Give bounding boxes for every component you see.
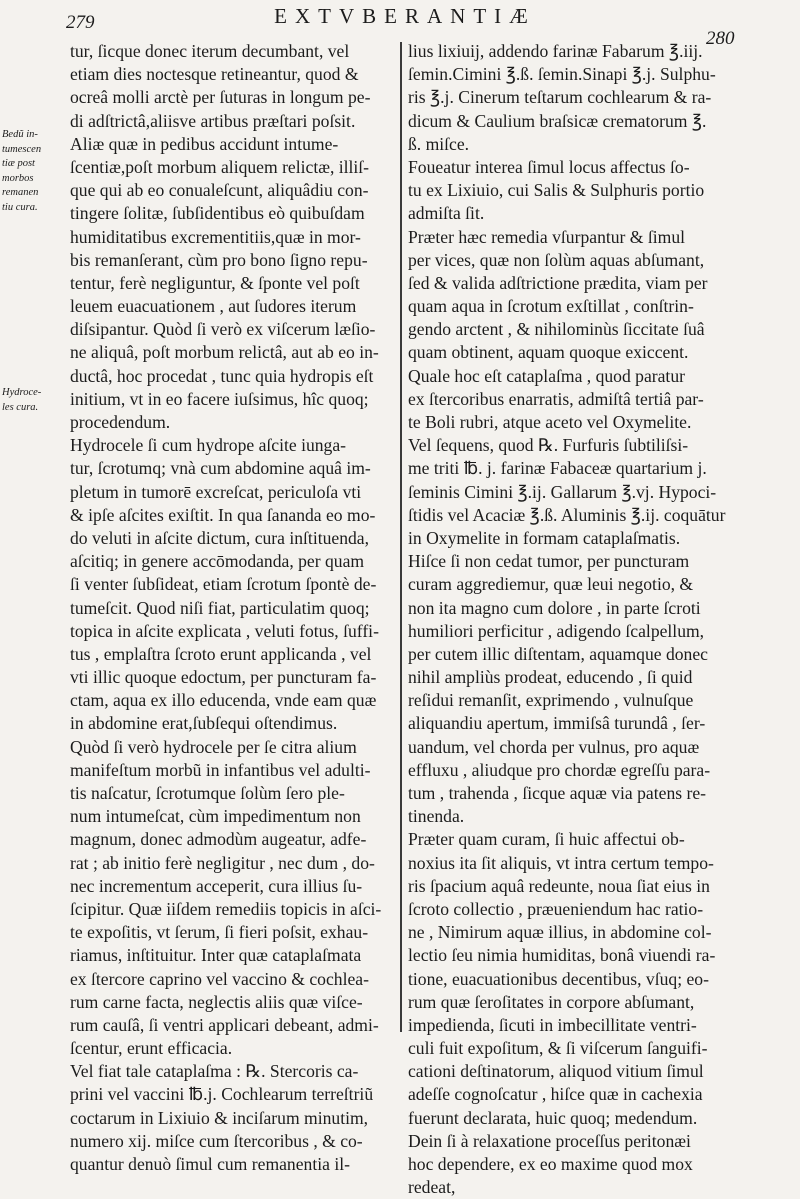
text-line: ß. miſce.	[408, 133, 470, 154]
text-line: curam aggrediemur, quæ leui negotio, &	[408, 574, 694, 595]
text-line: ex ſtercoribus enarratis, admiſtâ tertiâ par-	[408, 388, 704, 409]
text-line: effluxu , aliudque pro chordæ egreſſu para-	[408, 759, 711, 780]
text-line: rat ; ab initio ferè negligitur , nec dum , do-	[70, 852, 375, 873]
text-line: etiam dies noctesque retineantur, quod &	[70, 64, 359, 85]
text-line: leuem euacuationem , aut ſudores iterum	[70, 296, 357, 317]
right-text-column	[408, 40, 726, 1199]
text-line: Hiſce ſi non cedat tumor, per puncturam	[408, 551, 690, 572]
text-line: manifeſtum morbũ in infantibus vel adulti-	[70, 759, 371, 780]
text-line: numero xij. miſce cum ſtercoribus , & co-	[70, 1130, 363, 1151]
running-head: EXTVBERANTIÆ	[274, 4, 536, 28]
margin-note-line: Hydroce-	[2, 387, 42, 398]
text-line: Præter hæc remedia vſurpantur & ſimul	[408, 226, 686, 247]
text-line: aliquandiu apertum, immiſsâ turundâ , ſer-	[408, 713, 706, 734]
text-line: Foueatur interea ſimul locus affectus ſo-	[408, 156, 690, 177]
text-line: diſsipantur. Quòd ſi verò ex viſcerum læſio-	[70, 319, 376, 340]
text-line: admiſta ſit.	[408, 203, 485, 224]
text-line: topica in aſcite explicata , veluti fotus, ſuffi-	[70, 620, 379, 641]
text-line: tione, euacuationibus decentibus, vſuq; eo-	[408, 968, 709, 989]
text-line: tentur, ferè negliguntur, & ſponte vel poſt	[70, 272, 360, 293]
text-line: Dein ſi à relaxatione proceſſus peritonæi	[408, 1130, 691, 1151]
text-line: tu ex Lixiuio, cui Salis & Sulphuris portio	[408, 180, 705, 201]
text-line: quam aqua in ſcrotum exſtillat , conſtrin-	[408, 296, 694, 317]
text-line: noxius ita ſit aliquis, vt intra certum tempo-	[408, 852, 714, 873]
text-line: adeſſe cognoſcatur , hiſce quæ in cachexia	[408, 1084, 703, 1105]
text-line: gendo arctent , & nihilominùs ſiccitate ſuâ	[408, 319, 705, 340]
text-line: nihil ampliùs prodeat, educendo , ſi quid	[408, 667, 693, 688]
text-line: Præter quam curam, ſi huic affectui ob-	[408, 829, 685, 850]
text-line: tingere ſolitæ, ſubſidentibus eò quibuſdam	[70, 203, 365, 224]
text-line: ſeminis Cimini ℥.ij. Gallarum ℥.vj. Hypoci-	[408, 481, 717, 502]
text-line: dicum & Caulium braſsicæ crematorum ℥.	[408, 110, 707, 131]
left-text-column	[70, 40, 392, 1176]
text-line: redeat,	[408, 1177, 456, 1198]
text-line: ſemin.Cimini ℥.ß. ſemin.Sinapi ℥.j. Sulphu-	[408, 64, 716, 85]
text-line: per vices, quæ non ſolùm aquas abſumant,	[408, 249, 705, 270]
text-line: te Boli rubri, atque aceto vel Oxymelite.	[408, 412, 692, 432]
text-line: in Oxymelite in formam cataplaſmatis.	[408, 527, 681, 548]
text-line: in abdomine erat,ſubſequi oſtendimus.	[70, 713, 338, 734]
text-line: ocreâ molli arctè per ſuturas in longum pe-	[70, 87, 371, 108]
margin-note-line: tiæ post	[2, 158, 35, 169]
text-line: bis remanſerant, cùm pro bono ſigno repu-	[70, 249, 368, 270]
text-line: tis naſcatur, ſcrotumque ſolùm ſero ple-	[70, 783, 345, 803]
margin-note-hydrocele	[2, 386, 68, 415]
text-line: cationi deſtinatorum, aliquod vitium ſimul	[408, 1061, 704, 1082]
margin-note-line: remanen	[2, 187, 39, 198]
text-line: uandum, vel chorda per vulnus, pro aquæ	[408, 736, 700, 757]
text-line: tur, ſcrotumq; vnà cum abdomine aquâ im-	[70, 458, 371, 479]
text-line: initium, vt in eo facere iuſsimus, hîc quoq;	[70, 388, 369, 409]
text-line: do veluti in aſcite dictum, cura inſtituenda,	[70, 527, 370, 548]
text-line: Quòd ſi verò hydrocele per ſe citra alium	[70, 736, 357, 757]
text-line: & ipſe aſcites exiſtit. In qua ſananda eo mo-	[70, 504, 376, 525]
text-line: ne , Nimirum aquæ illius, in abdomine col-	[408, 922, 712, 943]
text-line: quantur denuò ſimul cum remanentia il-	[70, 1154, 350, 1174]
text-line: ne aliquâ, poſt morbum relictâ, aut ab eo in-	[70, 342, 379, 363]
text-line: aſcitiq; in genere accōmodanda, per quam	[70, 551, 365, 572]
text-line: rum carne facta, neglectis aliis quæ viſce-	[70, 991, 363, 1012]
text-line: coctarum in Lixiuio & inciſarum minutim,	[70, 1107, 369, 1128]
text-line: humiliori perficitur , adigendo ſcalpellum,	[408, 620, 705, 641]
text-line: vti illic quoque edoctum, per puncturam fa-	[70, 667, 377, 688]
text-line: procedendum.	[70, 412, 171, 432]
text-line: ductâ, hoc procedat , tunc quia hydropis eſt	[70, 365, 374, 386]
text-line: di adſtrictâ,aliisve artibus præſtari poſsit.	[70, 110, 356, 131]
margin-note-line: tumescen	[2, 143, 42, 155]
text-line: rum quæ ſeroſitates in corpore abſumant,	[408, 991, 695, 1012]
text-line: non ita magno cum dolore , in parte ſcroti	[408, 597, 701, 618]
text-line: riamus, inſtituitur. Inter quæ cataplaſmata	[70, 945, 362, 966]
text-line: te expoſitis, vt ſerum, ſi fieri poſsit, exhau-	[70, 922, 369, 943]
text-line: que qui ab eo conualeſcunt, aliquâdiu con-	[70, 180, 369, 201]
text-line: ex ſtercore caprino vel vaccino & cochlea-	[70, 968, 369, 989]
text-line: lius lixiuij, addendo farinæ Fabarum ℥.iij.	[408, 41, 703, 61]
text-line: prini vel vaccini ℔.j. Cochlearum terreſtriũ	[70, 1084, 374, 1105]
text-line: me triti ℔. j. farinæ Fabaceæ quartarium j.	[408, 458, 707, 479]
text-line: Aliæ quæ in pedibus accidunt intume-	[70, 133, 339, 154]
text-line: ſtidis vel Acaciæ ℥.ß. Aluminis ℥.ij. coquātur	[408, 504, 726, 525]
text-line: quam obtinent, aquam quoque exiccent.	[408, 342, 689, 363]
text-line: tum , trahenda , ſicque aquæ via patens re-	[408, 783, 707, 803]
text-line: ctam, aqua ex illo educenda, vnde eam quæ	[70, 690, 377, 711]
text-line: Vel ſequens, quod ℞. Furfuris ſubtiliſsi-	[408, 435, 689, 456]
page-number-left: 279	[66, 12, 95, 33]
text-line: magnum, donec admodùm augeatur, adfe-	[70, 829, 367, 850]
text-line: tur, ſicque donec iterum decumbant, vel	[70, 41, 350, 61]
text-line: culi fuit expoſitum, & ſi viſcerum ſanguifi-	[408, 1038, 708, 1059]
text-line: ſcipitur. Quæ iiſdem remediis topicis in aſci-	[70, 898, 382, 919]
text-line: tinenda.	[408, 806, 465, 827]
margin-note-line: Bedũ in-	[2, 129, 38, 140]
text-line: tus , emplaſtra ſcroto erunt applicanda , vel	[70, 643, 372, 664]
text-line: ris ſpacium aquâ redeunte, noua ſiat eius in	[408, 875, 710, 896]
text-line: ſcroto collectio , præueniendum hac ratio-	[408, 898, 704, 919]
text-line: Vel fiat tale cataplaſma : ℞. Stercoris ca-	[70, 1061, 359, 1082]
text-line: pletum in tumorē excreſcat, periculoſa vti	[70, 481, 362, 502]
text-line: ſed & valida adſtrictione prædita, viam per	[408, 272, 708, 293]
text-line: Quale hoc eſt cataplaſma , quod paratur	[408, 365, 685, 386]
text-line: num intumeſcat, cùm impedimentum non	[70, 806, 361, 827]
text-line: ris ℥.j. Cinerum teſtarum cochlearum & ra-	[408, 87, 712, 108]
text-line: Hydrocele ſi cum hydrope aſcite iunga-	[70, 435, 347, 456]
text-line: fuerunt declarata, huic quoq; medendum.	[408, 1107, 698, 1128]
text-line: humiditatibus excrementitiis,quæ in mor-	[70, 226, 361, 247]
text-line: hoc dependere, ex eo maxime quod mox	[408, 1154, 693, 1174]
text-line: ſcentiæ,poſt morbum aliquem relictæ, illiſ-	[70, 156, 370, 177]
text-line: nec incrementum acceperit, cura illius ſu-	[70, 875, 363, 896]
margin-note-line: les cura.	[2, 401, 39, 413]
text-line: impedienda, ſicuti in imbecillitate ventri-	[408, 1014, 697, 1035]
text-line: reſidui remanſit, exprimendo , vulnuſque	[408, 690, 694, 711]
page-number-right: 280	[706, 28, 735, 49]
text-line: per cutem illic diſtentam, aquamque donec	[408, 643, 708, 664]
text-line: lectio ſeu nimia humiditas, bonâ viuendi ra-	[408, 945, 716, 966]
text-line: ſi venter ſubſideat, etiam ſcrotum ſpontè de-	[70, 574, 377, 595]
margin-note-residual-swelling	[2, 128, 68, 215]
margin-note-line: tiu cura.	[2, 201, 38, 213]
margin-note-line: morbos	[2, 172, 34, 184]
text-line: ſcentur, erunt efficacia.	[70, 1038, 233, 1059]
column-divider	[400, 42, 402, 1032]
text-line: tumeſcit. Quod niſi fiat, particulatim quoq;	[70, 597, 370, 618]
text-line: rum cauſâ, ſi ventri applicari debeant, admi-	[70, 1014, 379, 1035]
